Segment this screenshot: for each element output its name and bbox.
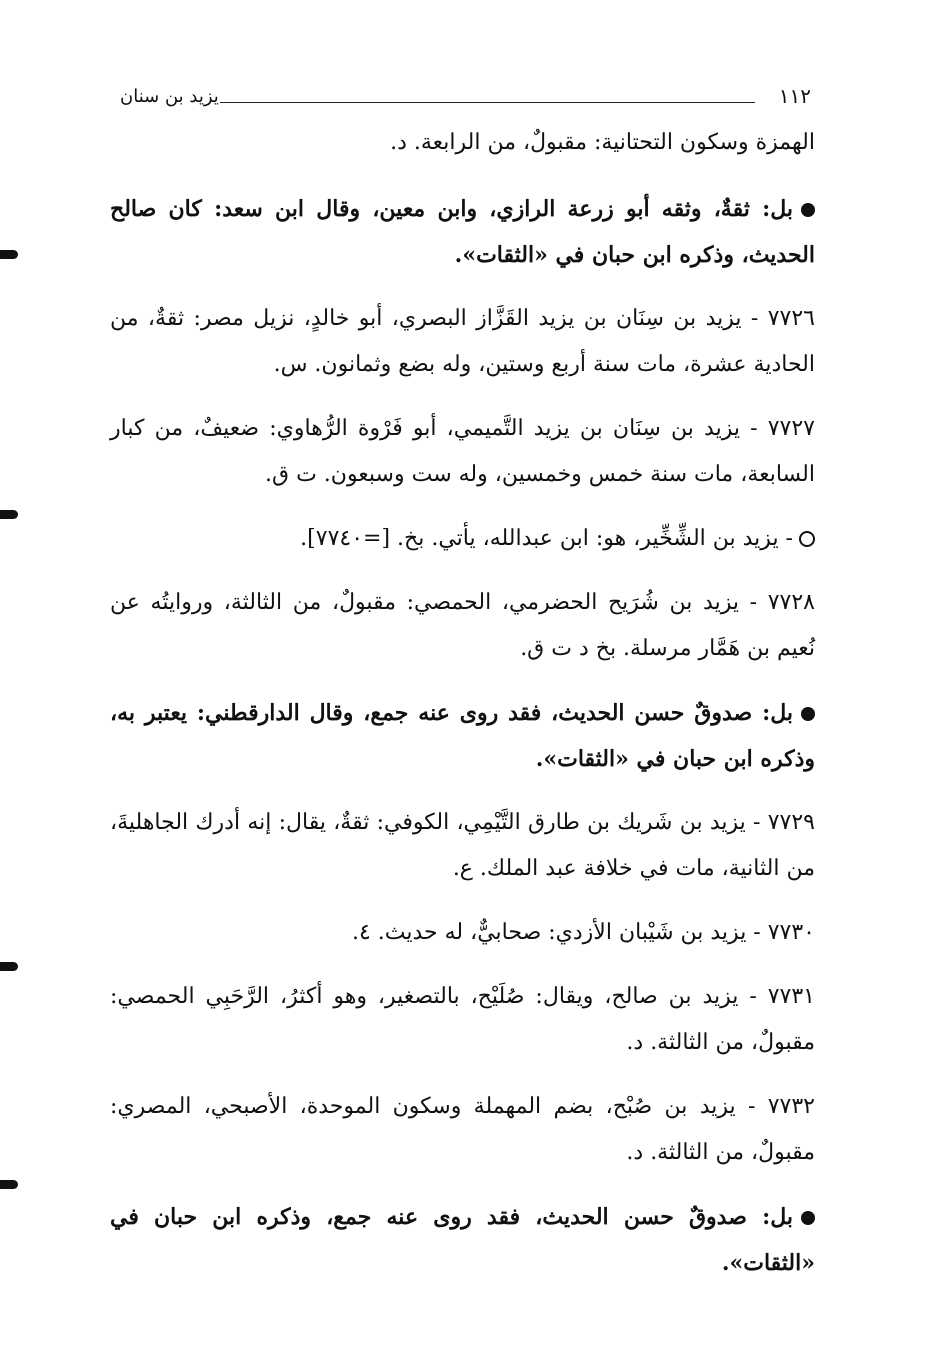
paragraph-entry: [110, 296, 815, 388]
paragraph-text: ٧٧٢٨ - يزيد بن شُرَيح الحضرمي، الحمصي: مقبولٌ، من الثالثة، وروايتُه عن نُعيم بن هَمَّار مرسلة. بخ د ت ق.: [110, 590, 815, 661]
paragraph-text: ٧٧٣٠ - يزيد بن شَيْبان الأزدي: صحابيٌّ، له حديث. ٤.: [351, 920, 815, 945]
hollow-circle-icon: [799, 531, 815, 547]
paragraph-text: ٧٧٣٢ - يزيد بن صُبْح، بضم المهملة وسكون الموحدة، الأصبحي، المصري: مقبولٌ، من الثالثة. د.: [110, 1094, 815, 1165]
bullet-dot-icon: [801, 203, 815, 217]
paragraph-continuation: [110, 120, 815, 166]
bullet-dot-icon: [801, 1211, 815, 1225]
page: [110, 80, 815, 1304]
running-title: يزيد بن سنان: [120, 86, 219, 107]
paragraph-entry: [110, 1084, 815, 1176]
paragraph-text: بل: صدوقٌ حسن الحديث، فقد روى عنه جمع، وذكره ابن حبان في «الثقات».: [110, 1204, 815, 1276]
paragraph-text: - يزيد بن الشِّخِّير، هو: ابن عبدالله، يأتي. بخ. [=٧٧٤٠].: [300, 526, 793, 551]
scan-edge-mark: [0, 250, 18, 259]
bullet-dot-icon: [801, 707, 815, 721]
scan-edge-mark: [0, 1180, 18, 1189]
paragraph-comment: [110, 1194, 815, 1286]
paragraph-text: ٧٧٢٧ - يزيد بن سِنَان بن يزيد التَّميمي، أبو فَرْوة الرُّهاوي: ضعيفٌ، من كبار السابعة، مات سنة خمس وخمسين، وله ست وسبعون. ت ق.: [110, 416, 815, 487]
paragraph-entry: [110, 406, 815, 498]
paragraph-text: بل: ثقةٌ، وثقه أبو زرعة الرازي، وابن معين، وقال ابن سعد: كان صالح الحديث، وذكره ابن حبان في «الثقات».: [110, 196, 815, 268]
paragraph-entry: [110, 800, 815, 892]
page-number: ١١٢: [778, 84, 811, 108]
paragraph-cross-reference: [110, 516, 815, 562]
paragraph-entry: [110, 974, 815, 1066]
scan-edge-mark: [0, 510, 18, 519]
paragraph-comment: [110, 690, 815, 782]
paragraph-text: بل: صدوقٌ حسن الحديث، فقد روى عنه جمع، وقال الدارقطني: يعتبر به، وذكره ابن حبان في «الثقات».: [110, 700, 815, 772]
paragraph-entry: [110, 580, 815, 672]
paragraph-text: ٧٧٢٦ - يزيد بن سِنَان بن يزيد القَزَّاز البصري، أبو خالدٍ، نزيل مصر: ثقةٌ، من الحادية عشرة، مات سنة أربع وستين، وله بضع وثمانون. س.: [110, 306, 815, 377]
page-header: [110, 80, 815, 112]
paragraph-comment: [110, 186, 815, 278]
paragraph-text: ٧٧٣١ - يزيد بن صالح، ويقال: صُلَيْح، بالتصغير، وهو أكثرُ، الرَّحَبِي الحمصي: مقبولٌ، من الثالثة. د.: [110, 984, 815, 1055]
paragraph-text: الهمزة وسكون التحتانية: مقبولٌ، من الرابعة. د.: [390, 130, 815, 155]
paragraph-entry: [110, 910, 815, 956]
header-rule: [220, 102, 755, 103]
scan-edge-mark: [0, 962, 18, 971]
paragraph-text: ٧٧٢٩ - يزيد بن شَريك بن طارق التَّيْمِي، الكوفي: ثقةٌ، يقال: إنه أدرك الجاهليةَ، من الثانية، مات في خلافة عبد الملك. ع.: [110, 810, 815, 881]
